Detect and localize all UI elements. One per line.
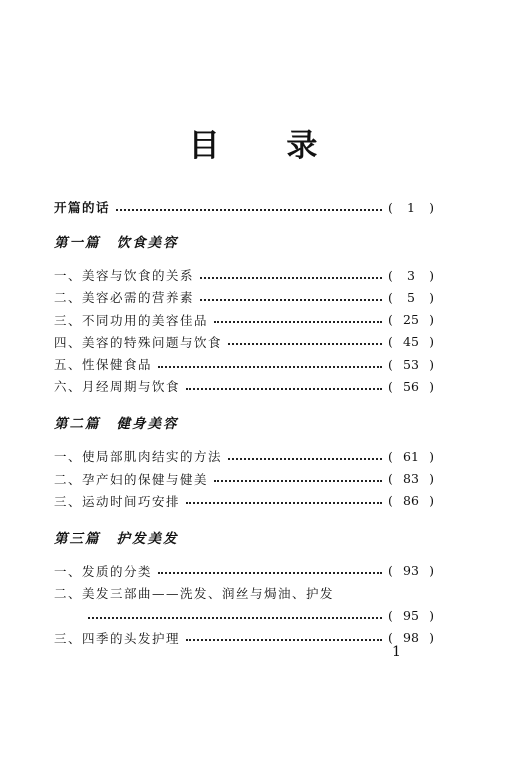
toc-entry-page: ( 45 ) xyxy=(388,334,434,350)
dot-leader xyxy=(186,638,382,641)
toc-entry-title: 四、美容的特殊问题与饮食 xyxy=(54,334,223,350)
toc-entry-title: 三、运动时间巧安排 xyxy=(54,493,181,509)
toc-entry-page: ( 53 ) xyxy=(388,356,434,372)
toc-entry[interactable] xyxy=(54,445,434,467)
toc-entry-page: ( 86 ) xyxy=(388,493,434,509)
toc-entry[interactable] xyxy=(54,353,434,375)
toc-entry[interactable] xyxy=(54,490,434,512)
toc-entry[interactable] xyxy=(54,560,434,582)
toc-entry-wrapped-leader[interactable] xyxy=(54,604,434,626)
toc-entry-page: ( 3 ) xyxy=(388,267,434,283)
toc-entry[interactable] xyxy=(54,626,434,648)
toc-entry[interactable] xyxy=(54,331,434,353)
toc-entry-page: ( 56 ) xyxy=(388,378,434,394)
toc-entry-title: 二、孕产妇的保健与健美 xyxy=(54,471,209,487)
toc-entry-title: 一、使局部肌肉结实的方法 xyxy=(54,449,223,465)
toc-entry[interactable] xyxy=(54,264,434,286)
toc-entry-title: 六、月经周期与饮食 xyxy=(54,379,181,395)
dot-leader xyxy=(186,501,382,504)
part-heading-3: 第三篇 护发美发 xyxy=(54,530,179,547)
dot-leader xyxy=(228,457,382,460)
toc-entry-page: ( 95 ) xyxy=(388,607,434,623)
toc-entry-page: ( 93 ) xyxy=(388,563,434,579)
toc-entry-opening[interactable] xyxy=(54,196,434,218)
toc-entry-page: ( 25 ) xyxy=(388,312,434,328)
toc-entry-title: 三、不同功用的美容佳品 xyxy=(54,312,209,328)
toc-entry-title: 三、四季的头发护理 xyxy=(54,630,181,646)
page-number: 1 xyxy=(392,644,401,660)
toc-entry-page: ( 5 ) xyxy=(388,289,434,305)
dot-leader xyxy=(158,365,382,368)
toc-entry-page: ( 83 ) xyxy=(388,471,434,487)
dot-leader xyxy=(214,320,382,323)
dot-leader xyxy=(88,616,382,619)
toc-entry[interactable] xyxy=(54,375,434,397)
toc-entry-wrapped-title[interactable]: 二、美发三部曲——洗发、润丝与焗油、护发 xyxy=(54,586,335,602)
dot-leader xyxy=(158,571,382,574)
dot-leader xyxy=(200,298,382,301)
toc-entry-page: ( 61 ) xyxy=(388,448,434,464)
toc-entry-title: 五、性保健食品 xyxy=(54,357,153,373)
part-heading-1: 第一篇 饮食美容 xyxy=(54,235,179,252)
dot-leader xyxy=(186,387,382,390)
toc-entry-title: 一、发质的分类 xyxy=(54,563,153,579)
part-heading-2: 第二篇 健身美容 xyxy=(54,416,179,433)
page-title: 目 录 xyxy=(188,128,346,164)
table-of-contents xyxy=(54,196,434,649)
toc-entry[interactable] xyxy=(54,468,434,490)
toc-entry[interactable] xyxy=(54,309,434,331)
dot-leader xyxy=(200,276,382,279)
toc-entry-page: ( 98 ) xyxy=(388,630,434,646)
toc-entry-title: 二、美容必需的营养素 xyxy=(54,290,195,306)
toc-entry[interactable] xyxy=(54,286,434,308)
dot-leader xyxy=(228,342,382,345)
toc-entry-title: 开篇的话 xyxy=(54,200,111,216)
dot-leader xyxy=(214,479,382,482)
dot-leader xyxy=(116,208,382,211)
toc-entry-page: ( 1 ) xyxy=(388,199,434,215)
toc-entry-title: 一、美容与饮食的关系 xyxy=(54,268,195,284)
